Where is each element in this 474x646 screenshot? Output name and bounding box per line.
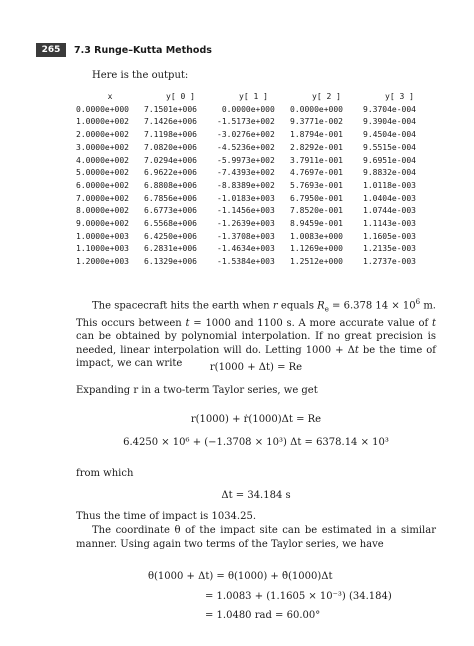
table-cell: -1.5384e+003 bbox=[217, 257, 275, 267]
table-cell: -8.8389e+002 bbox=[217, 180, 275, 190]
column-header-x: x bbox=[107, 92, 113, 101]
table-cell: 1.0744e-003 bbox=[363, 206, 416, 216]
equation-1: r(1000 + Δt) = Re bbox=[209, 362, 303, 373]
table-cell: -1.0183e+003 bbox=[217, 193, 275, 203]
table-cell: -1.2639e+003 bbox=[217, 219, 275, 229]
table-cell: 9.6951e-004 bbox=[363, 155, 416, 165]
table-cell: 7.8520e-001 bbox=[290, 206, 343, 216]
table-cell: 3.0000e+002 bbox=[76, 142, 129, 152]
equation-6: = 1.0083 + (1.1605 × 10⁻³) (34.184) bbox=[205, 591, 392, 602]
table-row bbox=[76, 193, 436, 206]
table-cell: 7.0000e+002 bbox=[76, 193, 129, 203]
table-row bbox=[76, 155, 436, 168]
column-header-y0: y[ 0 ] bbox=[166, 92, 195, 101]
table-row bbox=[76, 231, 436, 244]
table-row bbox=[76, 116, 436, 129]
table-cell: 2.0000e+002 bbox=[76, 130, 129, 140]
table-cell: 1.2000e+003 bbox=[76, 257, 129, 267]
table-cell: -1.1456e+003 bbox=[217, 206, 275, 216]
table-cell: 9.3704e-004 bbox=[363, 104, 416, 114]
table-cell: 6.9622e+006 bbox=[144, 168, 197, 178]
table-cell: 8.0000e+002 bbox=[76, 206, 129, 216]
table-cell: -4.5236e+002 bbox=[217, 142, 275, 152]
table-cell: 1.0083e+000 bbox=[290, 231, 343, 241]
table-cell: 9.0000e+002 bbox=[76, 219, 129, 229]
table-cell: 0.0000e+000 bbox=[290, 104, 343, 114]
table-cell: 1.1143e-003 bbox=[363, 219, 416, 229]
table-cell: 7.0294e+006 bbox=[144, 155, 197, 165]
table-row bbox=[76, 256, 436, 269]
table-cell: 7.1501e+006 bbox=[144, 104, 197, 114]
table-cell: 1.2512e+000 bbox=[290, 257, 343, 267]
paragraph-from-which: from which bbox=[76, 468, 134, 479]
table-cell: 1.1605e-003 bbox=[363, 231, 416, 241]
table-cell: 7.1426e+006 bbox=[144, 117, 197, 127]
table-cell: 1.0118e-003 bbox=[363, 180, 416, 190]
equation-7: = 1.0480 rad = 60.00° bbox=[205, 610, 321, 621]
equation-5: θ(1000 + Δt) = θ(1000) + θ̇(1000)Δt bbox=[148, 571, 333, 582]
table-cell: -3.0276e+002 bbox=[217, 130, 275, 140]
table-cell: 8.9459e-001 bbox=[290, 219, 343, 229]
table-cell: -7.4393e+002 bbox=[217, 168, 275, 178]
table-cell: 6.2831e+006 bbox=[144, 244, 197, 254]
table-cell: -1.3708e+003 bbox=[217, 231, 275, 241]
table-cell: 1.0000e+003 bbox=[76, 231, 129, 241]
paragraph-taylor: Expanding r in a two-term Taylor series, we get bbox=[76, 385, 318, 396]
table-cell: 1.0000e+002 bbox=[76, 117, 129, 127]
table-cell: 3.7911e-001 bbox=[290, 155, 343, 165]
table-cell: -5.9973e+002 bbox=[217, 155, 275, 165]
table-cell: 9.5515e-004 bbox=[363, 142, 416, 152]
table-cell: 7.0820e+006 bbox=[144, 142, 197, 152]
table-cell: 1.1269e+000 bbox=[290, 244, 343, 254]
table-row bbox=[76, 104, 436, 117]
table-cell: -1.4634e+003 bbox=[217, 244, 275, 254]
table-cell: 1.8794e-001 bbox=[290, 130, 343, 140]
table-cell: 6.4250e+006 bbox=[144, 231, 197, 241]
table-cell: 6.7856e+006 bbox=[144, 193, 197, 203]
table-cell: 9.3904e-004 bbox=[363, 117, 416, 127]
running-header bbox=[36, 43, 212, 57]
table-row bbox=[76, 218, 436, 231]
table-cell: -1.5173e+002 bbox=[217, 117, 275, 127]
table-cell: 4.0000e+002 bbox=[76, 155, 129, 165]
table-cell: 1.0404e-003 bbox=[363, 193, 416, 203]
table-cell: 6.6773e+006 bbox=[144, 206, 197, 216]
table-cell: 5.7693e-001 bbox=[290, 180, 343, 190]
table-cell: 1.2135e-003 bbox=[363, 244, 416, 254]
table-row bbox=[76, 243, 436, 256]
section-title: 7.3 Runge–Kutta Methods bbox=[74, 44, 212, 56]
output-table bbox=[76, 91, 436, 269]
table-cell: 6.1329e+006 bbox=[144, 257, 197, 267]
table-cell: 6.5568e+006 bbox=[144, 219, 197, 229]
table-cell: 9.8832e-004 bbox=[363, 168, 416, 178]
table-cell: 7.1198e+006 bbox=[144, 130, 197, 140]
table-row bbox=[76, 180, 436, 193]
paragraph-coordinate: The coordinate θ of the impact site can be estimated in a similar manner. Using again two terms of the Taylor series, we have bbox=[76, 525, 436, 550]
table-row bbox=[76, 205, 436, 218]
table-row bbox=[76, 167, 436, 180]
table-cell: 1.1000e+003 bbox=[76, 244, 129, 254]
table-cell: 6.7950e-001 bbox=[290, 193, 343, 203]
table-cell: 5.0000e+002 bbox=[76, 168, 129, 178]
table-row bbox=[76, 142, 436, 155]
equation-4: Δt = 34.184 s bbox=[221, 490, 291, 501]
table-cell: 0.0000e+000 bbox=[217, 104, 275, 114]
table-cell: 6.0000e+002 bbox=[76, 180, 129, 190]
table-body bbox=[76, 104, 436, 269]
column-header-y3: y[ 3 ] bbox=[385, 92, 414, 101]
table-cell: 9.3771e-002 bbox=[290, 117, 343, 127]
table-cell: 4.7697e-001 bbox=[290, 168, 343, 178]
equation-3: 6.4250 × 10⁶ + (−1.3708 × 10³) Δt = 6378.14 × 10³ bbox=[123, 437, 389, 448]
table-cell: 2.8292e-001 bbox=[290, 142, 343, 152]
table-cell: 9.4504e-004 bbox=[363, 130, 416, 140]
table-cell: 1.2737e-003 bbox=[363, 257, 416, 267]
column-header-y2: y[ 2 ] bbox=[312, 92, 341, 101]
table-cell: 0.0000e+000 bbox=[76, 104, 129, 114]
paragraph-impact: The spacecraft hits the earth when r equals $R_e = 6.378$ $14 \times 10^6$ m. This occurs between t = 1000 and 1100 s. A more accurate value of t can be obtained by polynomial interpolation. If no great precision is needed, linear interpolation will do. Letting 1000 + Δt be the time of impact, we can write bbox=[76, 298, 437, 370]
intro-text: Here is the output: bbox=[92, 70, 189, 81]
page-number: 265 bbox=[36, 43, 66, 57]
table-row bbox=[76, 129, 436, 142]
equation-2: r(1000) + ṙ(1000)Δt = Re bbox=[190, 414, 322, 425]
paragraph-time-of-impact: Thus the time of impact is 1034.25. bbox=[76, 511, 256, 522]
table-header bbox=[76, 91, 436, 104]
column-header-y1: y[ 1 ] bbox=[239, 92, 268, 101]
table-cell: 6.8808e+006 bbox=[144, 180, 197, 190]
